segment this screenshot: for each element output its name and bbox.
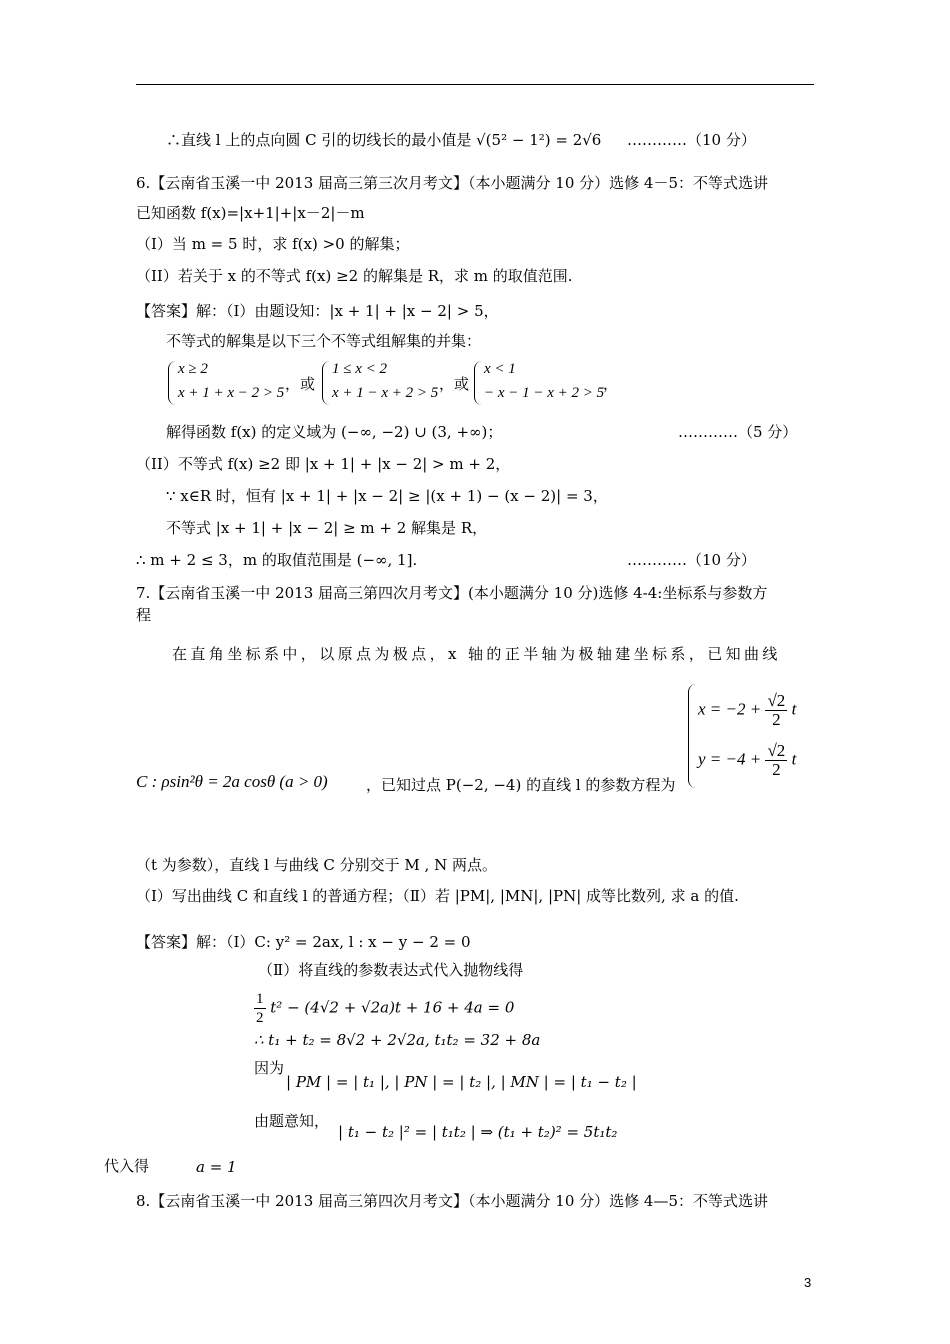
frac-x-den: 2 — [772, 710, 781, 729]
param-x-lhs: x = −2 + — [698, 699, 762, 719]
eq4: | t₁ − t₂ |² = | t₁t₂ | ⇒ (t₁ + t₂)² = 5t₁t₂ — [338, 1123, 618, 1141]
q7-intro: 在直角坐标系中，以原点为极点，x 轴的正半轴为极轴建坐标系，已知曲线 — [172, 645, 781, 663]
q6-function: 已知函数 f(x)=|x+1|+|x－2|－m — [136, 204, 365, 222]
q6-answer-2: 不等式的解集是以下三个不等式组解集的并集： — [166, 332, 482, 350]
curve-equation: C : ρsin²θ = 2a cosθ (a > 0) — [136, 772, 328, 791]
q7-title-2: 程 — [136, 606, 152, 624]
frac-y-den: 2 — [772, 760, 781, 779]
q7-tparam: （t 为参数），直线 l 与曲线 C 分别交于 M , N 两点。 — [136, 856, 497, 874]
half-fraction — [254, 990, 266, 1027]
result: a = 1 — [196, 1158, 237, 1176]
eq1-row — [254, 990, 514, 1027]
q6-answer-1: 【答案】解：（I）由题设知：|x + 1| + |x − 2| > 5， — [136, 302, 499, 320]
q7-mid: ，已知过点 P(−2, −4) 的直线 l 的参数方程为 — [366, 776, 676, 794]
param-y-lhs: y = −4 + — [698, 749, 762, 769]
brace-2 — [322, 361, 330, 405]
q6-part2-a: （II）不等式 f(x) ≥2 即 |x + 1| + |x − 2| > m + 2， — [136, 455, 511, 473]
q7-parts: （Ⅰ）写出曲线 C 和直线 l 的普通方程；（Ⅱ）若 |PM|, |MN|, |PN| 成等比数列, 求 a 的值. — [136, 887, 739, 905]
eq2: ∴ t₁ + t₂ = 8√2 + 2√2a, t₁t₂ = 32 + 8a — [254, 1031, 541, 1049]
frac-y-num: √2 — [767, 741, 786, 760]
because: 因为 — [254, 1059, 285, 1077]
page-number: 3 — [804, 1275, 812, 1290]
brace-param — [688, 684, 696, 788]
half-num: 1 — [256, 991, 264, 1007]
brace-1 — [168, 361, 176, 405]
param-row-y — [698, 742, 796, 779]
score-10-a: …………（10 分） — [627, 131, 756, 149]
score-5: …………（5 分） — [678, 423, 798, 441]
system-3-row-1: x < 1 — [484, 361, 516, 377]
system-1 — [168, 361, 288, 405]
q6-part2-d: ∴ m + 2 ≤ 3，m 的取值范围是 (−∞, 1]. — [136, 551, 418, 569]
or-2: ，或 — [439, 375, 470, 393]
q7-answer-2: （Ⅱ）将直线的参数表达式代入抛物线得 — [258, 961, 524, 979]
brace-3 — [474, 361, 482, 405]
header-rule — [136, 84, 814, 85]
substitute: 代入得 — [104, 1157, 150, 1175]
or-1: ，或 — [285, 375, 316, 393]
frac-x-num: √2 — [767, 691, 786, 710]
param-y-t: t — [791, 749, 797, 769]
system-2 — [322, 361, 442, 405]
q6-part2-c: 不等式 |x + 1| + |x − 2| ≥ m + 2 解集是 R， — [166, 519, 488, 537]
trailing-comma: ， — [603, 375, 619, 393]
q6-part1: （I）当 m = 5 时，求 f(x) >0 的解集； — [136, 235, 410, 253]
system-2-row-2: x + 1 − x + 2 > 5 — [332, 385, 439, 401]
q8-title: 8.【云南省玉溪一中 2013 届高三第四次月考文】（本小题满分 10 分）选修 4—5：不等式选讲 — [136, 1192, 769, 1210]
system-1-row-1: x ≥ 2 — [178, 361, 208, 377]
q7-title-1: 7.【云南省玉溪一中 2013 届高三第四次月考文】(本小题满分 10 分)选修 4-4:坐标系与参数方 — [136, 584, 768, 602]
q6-domain: 解得函数 f(x) 的定义域为 (−∞, −2) ∪ (3, +∞)； — [166, 423, 503, 441]
frac-x — [765, 692, 787, 729]
q6-part2: （II）若关于 x 的不等式 f(x) ≥2 的解集是 R，求 m 的取值范围. — [136, 267, 573, 285]
q6-part2-b: ∵ x∈R 时，恒有 |x + 1| + |x − 2| ≥ |(x + 1) − (x − 2)| = 3， — [166, 487, 608, 505]
parametric-system — [688, 684, 818, 788]
q6-title: 6.【云南省玉溪一中 2013 届高三第三次月考文】（本小题满分 10 分）选修 4－5：不等式选讲 — [136, 174, 769, 192]
param-x-t: t — [791, 699, 797, 719]
system-3-row-2: − x − 1 − x + 2 > 5 — [484, 385, 605, 401]
system-3 — [474, 361, 604, 405]
half-den: 2 — [256, 1010, 264, 1026]
by-condition: 由题意知， — [254, 1112, 330, 1130]
param-row-x — [698, 692, 796, 729]
system-1-row-2: x + 1 + x − 2 > 5 — [178, 385, 285, 401]
tangent-conclusion: ∴直线 l 上的点向圆 C 引的切线长的最小值是 √(5² − 1²) = 2√6 — [166, 131, 602, 149]
eq3: | PM | = | t₁ |, | PN | = | t₂ |, | MN | = | t₁ − t₂ | — [286, 1073, 637, 1091]
frac-y — [765, 742, 787, 779]
eq1: t² − (4√2 + √2a)t + 16 + 4a = 0 — [270, 998, 515, 1017]
q7-answer-1: 【答案】解：（Ⅰ）C: y² = 2ax, l : x − y − 2 = 0 — [136, 933, 471, 951]
score-10-b: …………（10 分） — [627, 551, 756, 569]
system-2-row-1: 1 ≤ x < 2 — [332, 361, 388, 377]
